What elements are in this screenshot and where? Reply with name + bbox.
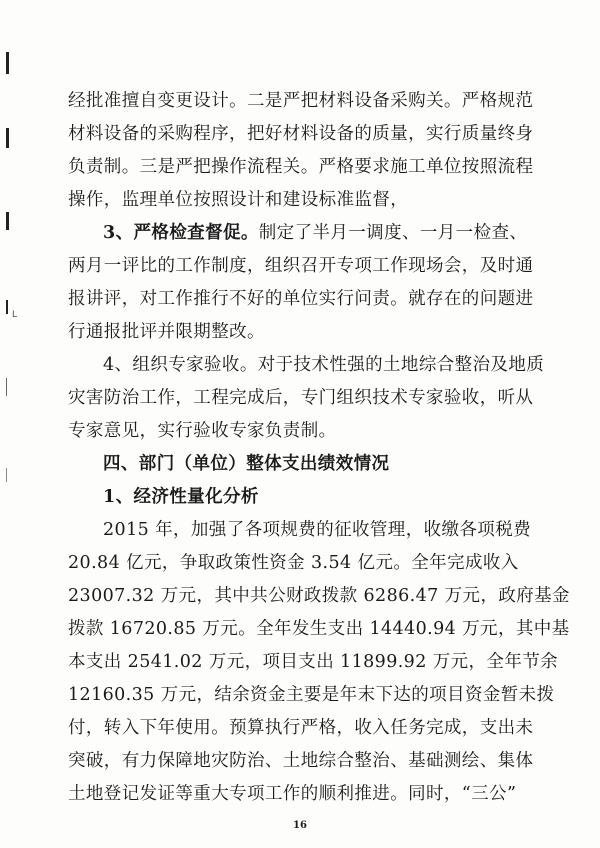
paragraph-line: 23007.32 万元，其中共公财政拨款 6286.47 万元，政府基金 bbox=[68, 586, 570, 606]
paragraph-line: 负责制。三是严把操作流程关。严格要求施工单位按照流程 bbox=[68, 157, 534, 177]
paragraph-line: 两月一评比的工作制度，组织召开专项工作现场会，及时通 bbox=[68, 256, 534, 276]
section-heading: 四、部门（单位）整体支出绩效情况 bbox=[103, 454, 390, 474]
binding-mark bbox=[6, 300, 8, 314]
binding-mark bbox=[6, 468, 7, 482]
paragraph-line: 本支出 2541.02 万元，项目支出 11899.92 万元，全年节余 bbox=[68, 652, 559, 672]
paragraph-line: 20.84 亿元，争取政策性资金 3.54 亿元。全年完成收入 bbox=[68, 553, 519, 573]
paragraph-line: 报讲评，对工作推行不好的单位实行问责。就存在的问题进 bbox=[68, 289, 534, 309]
paragraph-line: 行通报批评并限期整改。 bbox=[68, 322, 265, 342]
paragraph-line: 拨款 16720.85 万元。全年发生支出 14440.94 万元，其中基 bbox=[68, 619, 570, 639]
paragraph-line: 4、组织专家验收。对于技术性强的土地综合整治及地质 bbox=[103, 355, 545, 375]
binding-mark bbox=[6, 128, 9, 148]
paragraph-line: 土地登记发证等重大专项工作的顺利推进。同时，“三公” bbox=[68, 784, 517, 804]
paragraph-line: 突破，有力保障地灾防治、土地综合整治、基础测绘、集体 bbox=[68, 751, 534, 771]
paragraph-line: 专家意见，实行验收专家负责制。 bbox=[68, 421, 337, 441]
item-3-line bbox=[103, 222, 573, 244]
item-3-text: 制定了半月一调度、一月一检查、 bbox=[258, 223, 528, 243]
paragraph-line: 灾害防治工作，工程完成后，专门组织技术专家验收，听从 bbox=[68, 388, 534, 408]
paragraph-line: 材料设备的采购程序，把好材料设备的质量，实行质量终身 bbox=[68, 124, 534, 144]
paragraph-line: 付，转入下年使用。预算执行严格，收入任务完成，支出未 bbox=[68, 718, 534, 738]
item-3-heading: 3、严格检查督促。 bbox=[103, 223, 259, 243]
binding-mark bbox=[6, 52, 9, 74]
paragraph-line: 12160.35 万元，结余资金主要是年末下达的项目资金暂未拨 bbox=[68, 685, 555, 705]
paragraph-line: 操作，监理单位按照设计和建设标准监督， bbox=[68, 190, 409, 210]
subsection-heading: 1、经济性量化分析 bbox=[103, 487, 259, 507]
paragraph-line: 经批准擅自变更设计。二是严把材料设备采购关。严格规范 bbox=[68, 91, 534, 111]
binding-mark bbox=[6, 378, 7, 396]
paragraph-line: 2015 年，加强了各项规费的征收管理，收缴各项税费 bbox=[103, 520, 531, 540]
binding-mark bbox=[6, 212, 9, 230]
page-number: 16 bbox=[293, 820, 307, 831]
margin-annotation: L bbox=[12, 310, 18, 320]
